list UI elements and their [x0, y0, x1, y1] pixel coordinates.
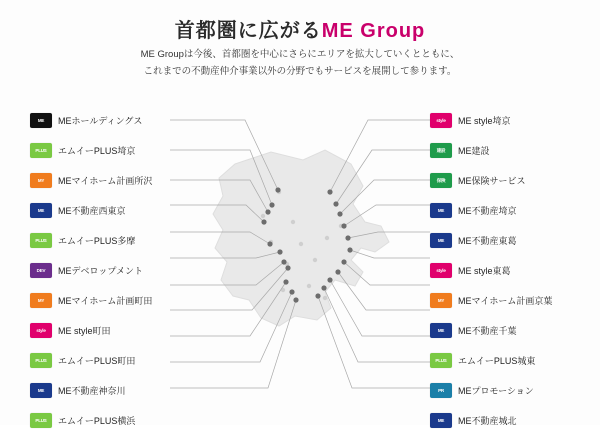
- company-name: ME不動産埼京: [458, 205, 517, 216]
- company-logo-badge: PLUS: [430, 353, 452, 368]
- company-name: MEプロモーション: [458, 385, 534, 396]
- list-item[interactable]: [30, 195, 195, 225]
- company-name: エムイーPLUS横浜: [58, 415, 136, 426]
- list-item[interactable]: [30, 345, 195, 375]
- title-accent: ME Group: [321, 20, 426, 42]
- company-logo-badge: ME: [430, 413, 452, 428]
- company-logo-badge: 保険: [430, 173, 452, 188]
- company-logo-badge: MY: [30, 173, 52, 188]
- company-name: ME style埼京: [458, 115, 511, 126]
- list-item[interactable]: [430, 135, 595, 165]
- list-item[interactable]: [30, 225, 195, 255]
- company-name: エムイーPLUS多摩: [58, 235, 136, 246]
- right-company-list: [430, 105, 595, 435]
- list-item[interactable]: [30, 405, 195, 435]
- page-subtitle: [0, 46, 600, 80]
- company-logo-badge: DEV: [30, 263, 52, 278]
- company-logo-badge: style: [30, 323, 52, 338]
- company-logo-badge: PR: [430, 383, 452, 398]
- company-name: ME不動産城北: [458, 415, 517, 426]
- company-logo-badge: PLUS: [30, 233, 52, 248]
- company-logo-badge: ME: [30, 113, 52, 128]
- list-item[interactable]: [430, 195, 595, 225]
- company-logo-badge: 建設: [430, 143, 452, 158]
- company-logo-badge: MY: [430, 293, 452, 308]
- company-name: MEマイホーム計画所沢: [58, 175, 153, 186]
- company-logo-badge: style: [430, 113, 452, 128]
- company-name: エムイーPLUS埼京: [58, 145, 136, 156]
- company-name: ME style町田: [58, 325, 111, 336]
- list-item[interactable]: [30, 165, 195, 195]
- company-logo-badge: MY: [30, 293, 52, 308]
- company-logo-badge: ME: [30, 383, 52, 398]
- subtitle-line-1: ME Groupは今後、首都圏を中心にさらにエリアを拡大していくとともに、: [140, 49, 460, 60]
- list-item[interactable]: [430, 165, 595, 195]
- company-logo-badge: style: [430, 263, 452, 278]
- list-item[interactable]: [30, 285, 195, 315]
- subtitle-line-2: これまでの不動産仲介事業以外の分野でもサービスを展開して参ります。: [143, 66, 457, 77]
- list-item[interactable]: [30, 135, 195, 165]
- company-name: MEデベロップメント: [58, 265, 143, 276]
- list-item[interactable]: [430, 255, 595, 285]
- list-item[interactable]: [30, 315, 195, 345]
- company-name: MEホールディングス: [58, 115, 143, 126]
- company-name: ME style東葛: [458, 265, 511, 276]
- list-item[interactable]: [430, 345, 595, 375]
- company-name: ME不動産千葉: [458, 325, 517, 336]
- company-name: ME建設: [458, 145, 490, 156]
- company-logo-badge: ME: [430, 203, 452, 218]
- list-item[interactable]: [430, 285, 595, 315]
- left-company-list: [30, 105, 195, 435]
- list-item[interactable]: [30, 255, 195, 285]
- company-logo-badge: PLUS: [30, 353, 52, 368]
- list-item[interactable]: [430, 405, 595, 435]
- list-item[interactable]: [430, 315, 595, 345]
- company-name: ME保険サービス: [458, 175, 526, 186]
- company-name: MEマイホーム計画町田: [58, 295, 153, 306]
- list-item[interactable]: [430, 375, 595, 405]
- list-item[interactable]: [30, 105, 195, 135]
- company-logo-badge: PLUS: [30, 413, 52, 428]
- list-item[interactable]: [430, 225, 595, 255]
- company-name: エムイーPLUS城東: [458, 355, 536, 366]
- title-prefix: 首都圏に広がる: [174, 20, 322, 42]
- company-name: エムイーPLUS町田: [58, 355, 136, 366]
- company-logo-badge: ME: [430, 323, 452, 338]
- company-name: ME不動産東葛: [458, 235, 517, 246]
- page-title: [0, 14, 600, 43]
- kanto-region-map: [175, 130, 425, 360]
- company-logo-badge: ME: [430, 233, 452, 248]
- company-name: ME不動産西東京: [58, 205, 126, 216]
- list-item[interactable]: [30, 375, 195, 405]
- company-name: MEマイホーム計画京葉: [458, 295, 553, 306]
- company-logo-badge: ME: [30, 203, 52, 218]
- list-item[interactable]: [430, 105, 595, 135]
- company-logo-badge: PLUS: [30, 143, 52, 158]
- company-name: ME不動産神奈川: [58, 385, 126, 396]
